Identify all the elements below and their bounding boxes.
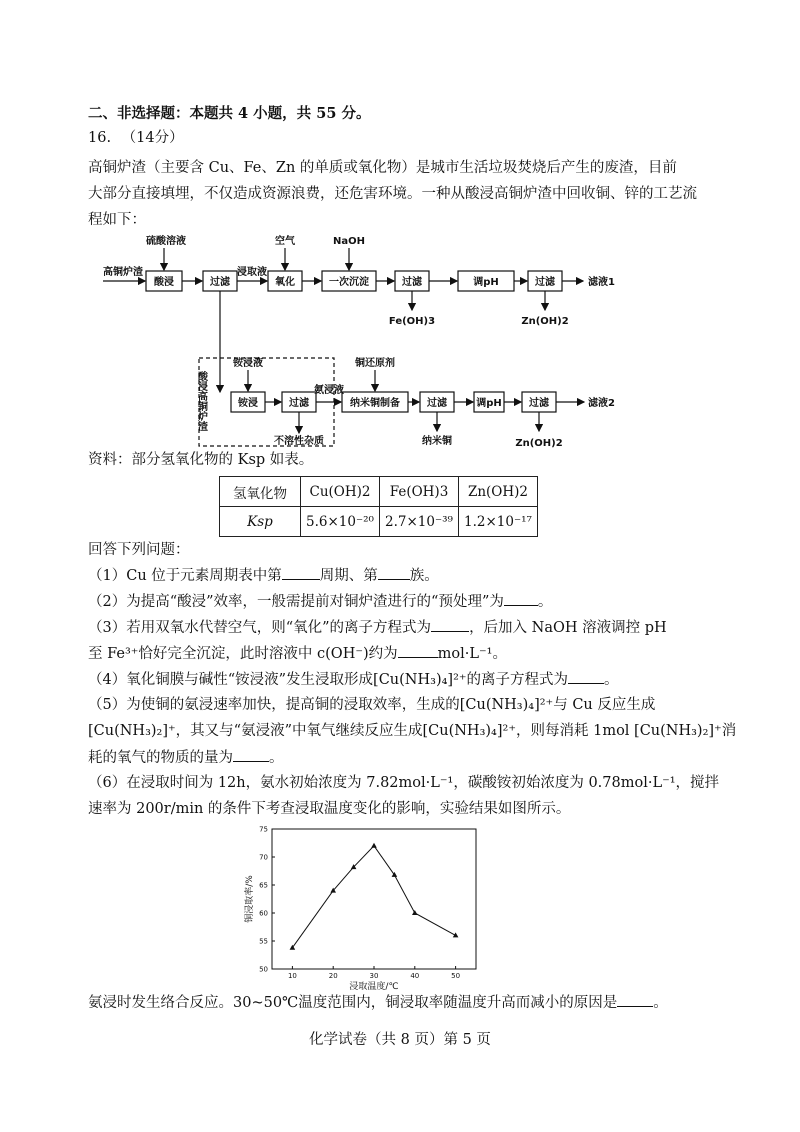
q1-text-a: （1）Cu 位于元素周期表中第	[88, 568, 282, 584]
ksp-header-cell: Zn(OH)2	[459, 477, 538, 507]
sub-question-5-cont: [Cu(NH₃)₂]⁺，其又与“氨浸液”中氧气继续反应生成[Cu(NH₃)₄]²⁺，则每消耗 1mol [Cu(NH₃)₂]⁺消	[88, 723, 737, 739]
flow-product-nano-copper: 纳米铜	[422, 436, 452, 447]
flow-step-filter-5: 过滤	[427, 398, 447, 409]
flow-input: 高铜炉渣	[103, 267, 143, 278]
flow-step-filter-1: 过滤	[210, 277, 230, 288]
question-heading	[88, 128, 184, 148]
ksp-header-cell: Fe(OH)3	[380, 477, 459, 507]
q2-text-b: 。	[537, 594, 553, 610]
chart-xtick-label: 40	[410, 972, 420, 980]
chart-data-point	[412, 910, 418, 915]
sub-question-6: （6）在浸取时间为 12h，氨水初始浓度为 7.82mol·L⁻¹，碳酸铵初始浓度为 0.78mol·L⁻¹，搅拌	[88, 775, 720, 791]
flow-reagent-air: 空气	[275, 236, 295, 247]
flow-step-acid-leach: 酸浸	[154, 277, 174, 288]
intro-line-3: 程如下：	[88, 212, 146, 228]
answer-blank[interactable]	[504, 591, 538, 606]
chart-xtick-label: 30	[369, 972, 379, 980]
ksp-table-header	[220, 477, 538, 507]
chart-data-point	[453, 932, 459, 937]
q6-tail-text-b: 。	[653, 995, 668, 1011]
q1-text-b: 周期、第	[319, 568, 378, 584]
flow-step-nano-copper: 纳米铜制备	[350, 398, 400, 409]
flow-step-filter-4: 过滤	[289, 398, 309, 409]
intro-line-2: 大部分直接填埋，不仅造成资源浪费，还危害环境。一种从酸浸高铜炉渣中回收铜、锌的工艺流	[88, 186, 697, 202]
flow-residue: 不溶性杂质	[274, 436, 324, 447]
sub-question-5-cont2	[88, 747, 284, 768]
ksp-table-row	[220, 507, 538, 537]
flow-product-feoh3: Fe(OH)3	[388, 316, 436, 327]
chart-xtick-label: 50	[451, 972, 461, 980]
ksp-header-cell: Cu(OH)2	[301, 477, 380, 507]
intro-line-1: 高铜炉渣（主要含 Cu、Fe、Zn 的单质或氧化物）是城市生活垃圾焚烧后产生的废渣，目前	[88, 160, 677, 176]
answer-prompt: 回答下列问题：	[88, 542, 190, 558]
flow-reagent-sulfuric: 硫酸溶液	[146, 236, 186, 247]
sub-question-3-cont	[88, 643, 507, 664]
answer-blank[interactable]	[233, 747, 269, 762]
chart-series-line	[292, 846, 455, 948]
chart-xtick-label: 10	[287, 972, 297, 980]
flow-reagent-naoh: NaOH	[333, 236, 365, 247]
flow-group-label: 酸浸高铜炉渣	[195, 371, 207, 431]
q3-text-a: （3）若用双氧水代替空气，则“氧化”的离子方程式为	[88, 620, 432, 636]
ksp-intro: 资料：部分氢氧化物的 Ksp 如表。	[88, 452, 314, 468]
flow-label-ammonia-leachate: 氨浸液	[314, 385, 344, 396]
flow-label-leachate: 浸取液	[237, 267, 267, 278]
chart-ytick-label: 65	[259, 881, 268, 890]
chart-ytick-label: 60	[259, 909, 268, 918]
ksp-value: 1.2×10⁻¹⁷	[459, 507, 538, 537]
sub-question-6-tail	[88, 992, 668, 1013]
q3-text-d: mol·L⁻¹。	[437, 646, 507, 662]
flow-product-znoh2-2: Zn(OH)2	[515, 438, 563, 449]
flow-product-znoh2-1: Zn(OH)2	[521, 316, 569, 327]
flow-step-ammonium-leach: 铵浸	[238, 398, 258, 409]
chart-ytick-label: 55	[259, 937, 268, 946]
answer-blank[interactable]	[378, 565, 410, 580]
sub-question-1	[88, 565, 439, 586]
chart-data-point	[371, 843, 377, 848]
question-number: 16.	[88, 130, 112, 146]
q3-text-b: ，后加入 NaOH 溶液调控 pH	[469, 620, 667, 636]
q3-text-c: 至 Fe³⁺恰好完全沉淀，此时溶液中 c(OH⁻)约为	[88, 646, 398, 662]
ksp-value: 2.7×10⁻³⁹	[380, 507, 459, 537]
flow-step-adjust-ph-1: 调pH	[473, 277, 499, 288]
question-score: （14分）	[121, 130, 184, 146]
ksp-value: 5.6×10⁻²⁰	[301, 507, 380, 537]
flow-step-oxidize: 氧化	[275, 277, 295, 288]
chart-ytick-label: 75	[259, 825, 268, 834]
sub-question-4	[88, 669, 619, 690]
flow-step-precipitate: 一次沉淀	[329, 277, 369, 288]
sub-question-6-cont: 速率为 200r/min 的条件下考查浸取温度变化的影响，实验结果如图所示。	[88, 801, 571, 817]
q4-text-a: （4）氧化铜膜与碱性“铵浸液”发生浸取形成[Cu(NH₃)₄]²⁺的离子方程式为	[88, 672, 569, 688]
sub-question-5: （5）为使铜的氨浸速率加快，提高铜的浸取效率，生成的[Cu(NH₃)₄]²⁺与 Cu 反应生成	[88, 697, 656, 713]
answer-blank[interactable]	[568, 669, 604, 684]
q6-tail-text-a: 氨浸时发生络合反应。30~50℃温度范围内，铜浸取率随温度升高而减小的原因是	[88, 995, 618, 1011]
leaching-rate-chart	[242, 815, 482, 995]
flow-step-filter-3: 过滤	[535, 277, 555, 288]
answer-blank[interactable]	[617, 992, 653, 1007]
q1-text-c: 族。	[409, 568, 439, 584]
flow-step-adjust-ph-2: 调pH	[476, 398, 502, 409]
page-footer: 化学试卷（共 8 页）第 5 页	[309, 1032, 491, 1048]
answer-blank[interactable]	[282, 565, 320, 580]
chart-xtick-label: 20	[328, 972, 338, 980]
chart-ylabel: 铜浸取率/%	[245, 875, 255, 923]
q5-text-c: 耗的氧气的物质的量为	[88, 750, 233, 766]
ksp-header-cell: 氢氧化物	[220, 477, 301, 507]
flow-reagent-ammonium: 铵浸液	[233, 358, 263, 369]
ksp-table	[219, 476, 538, 537]
ksp-row-label: Ksp	[220, 507, 301, 537]
answer-blank[interactable]	[431, 617, 469, 632]
flow-reagent-reducer: 铜还原剂	[355, 358, 395, 369]
sub-question-3	[88, 617, 667, 638]
q4-text-b: 。	[604, 672, 619, 688]
flow-output-filtrate-1: 滤液1	[588, 277, 615, 288]
chart-xlabel: 浸取温度/℃	[349, 982, 399, 992]
flow-step-filter-6: 过滤	[529, 398, 549, 409]
sub-question-2	[88, 591, 552, 612]
q5-text-d: 。	[269, 750, 284, 766]
section-header: 二、非选择题：本题共 4 小题，共 55 分。	[88, 105, 371, 122]
q2-text-a: （2）为提高“酸浸”效率，一般需提前对铜炉渣进行的“预处理”为	[88, 594, 504, 610]
process-flowchart	[0, 230, 800, 450]
chart-ytick-label: 70	[259, 853, 268, 862]
chart-frame	[272, 829, 476, 969]
flow-output-filtrate-2: 滤液2	[588, 398, 615, 409]
chart-ytick-label: 50	[259, 965, 268, 974]
answer-blank[interactable]	[398, 643, 438, 658]
flow-step-filter-2: 过滤	[402, 277, 422, 288]
